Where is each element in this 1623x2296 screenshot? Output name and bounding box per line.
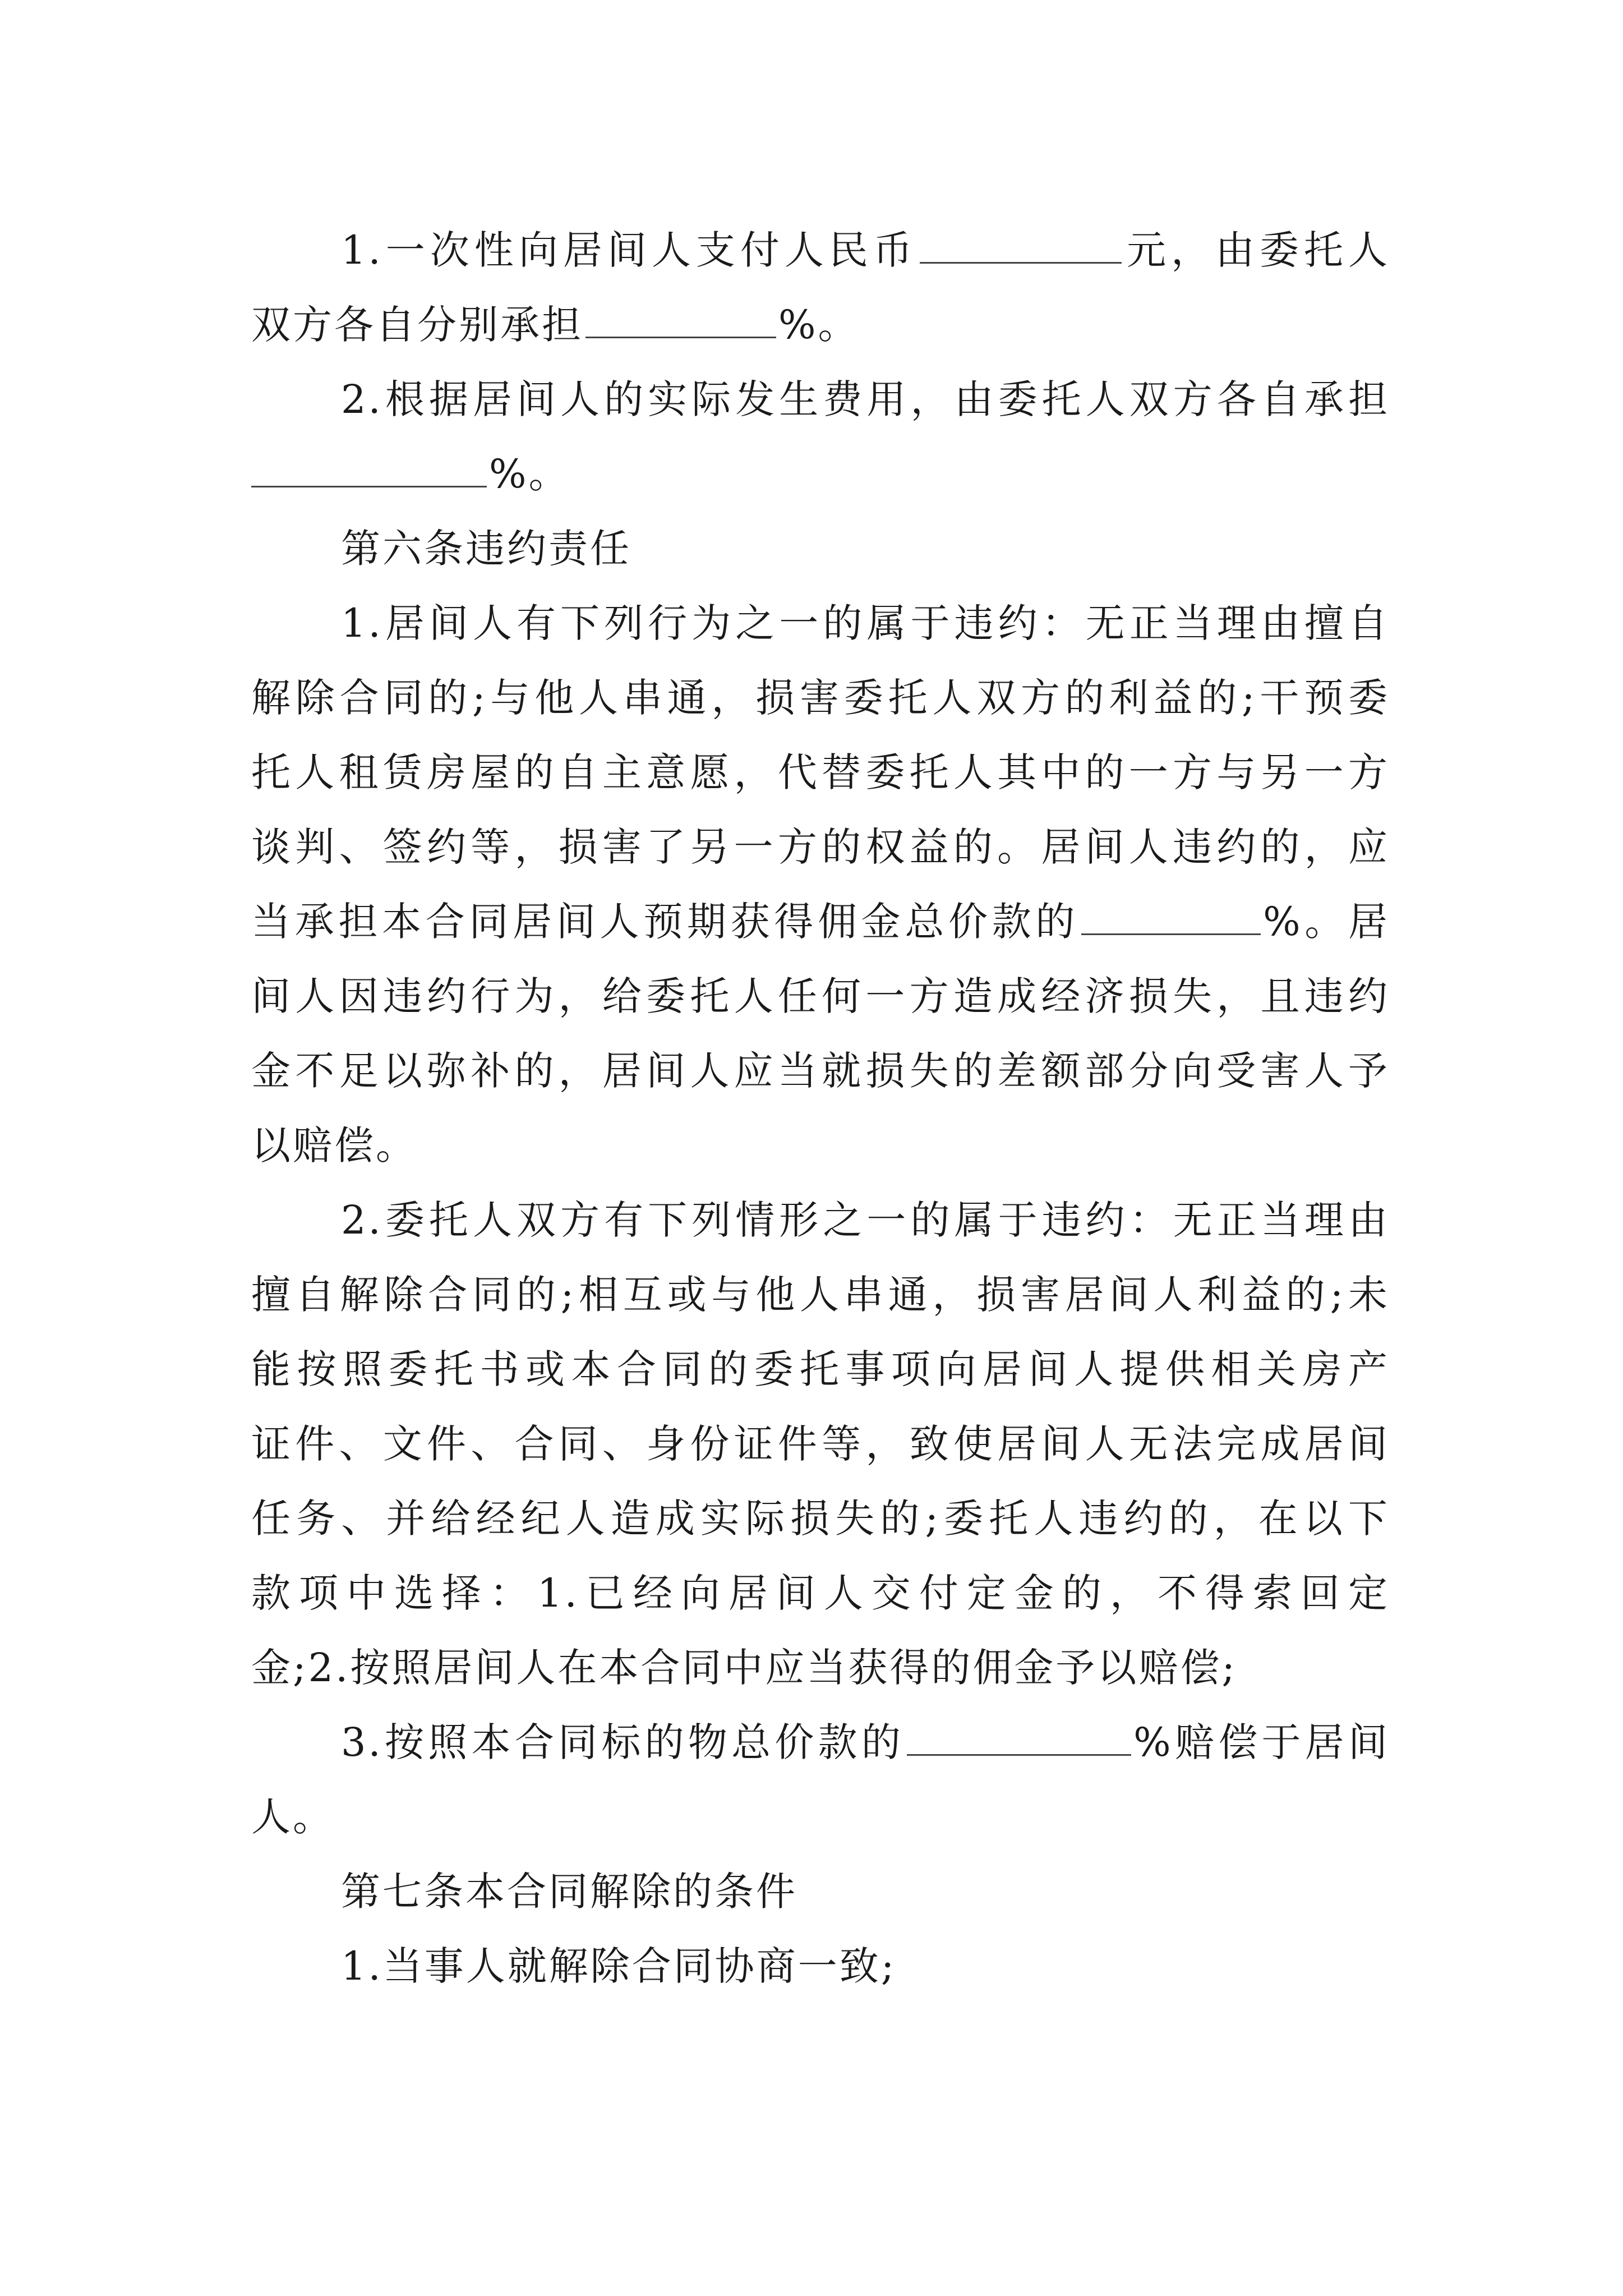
- text-span: %赔偿于居间: [1133, 1719, 1390, 1765]
- article-6-item-1-line: 金不足以弥补的，居间人应当就损失的差额部分向受害人予: [251, 1048, 1390, 1094]
- article-6-item-2-line: 擅自解除合同的;相互或与他人串通，损害居间人利益的;未: [251, 1272, 1390, 1318]
- fee-item-2-line-2: [251, 437, 1390, 512]
- article-7-item-1: 1.当事人就解除合同协商一致;: [341, 1943, 897, 1989]
- article-6-item-2-line: 证件、文件、合同、身份证件等，致使居间人无法完成居间: [251, 1421, 1390, 1467]
- article-6-item-1-line: 托人租赁房屋的自主意愿，代替委托人其中的一方与另一方: [251, 749, 1390, 795]
- text-span: 元，由委托人: [1123, 227, 1390, 273]
- article-6-item-1-line: 解除合同的;与他人串通，损害委托人双方的利益的;干预委: [251, 675, 1390, 721]
- article-6-item-3-line-1: [251, 1705, 1390, 1780]
- fee-item-1-line-1: [251, 213, 1390, 288]
- text-span: %。: [489, 451, 570, 497]
- text-span: 当承担本合同居间人预期获得佣金总价款的: [251, 899, 1080, 945]
- fee-item-1-line-2: [251, 288, 1390, 362]
- article-6-item-1-line: 1.居间人有下列行为之一的属于违约：无正当理由擅自: [341, 600, 1390, 646]
- article-6-heading: 第六条违约责任: [341, 526, 631, 572]
- article-6-item-1-line: 间人因违约行为，给委托人任何一方造成经济损失，且违约: [251, 973, 1390, 1019]
- blank-percent: [251, 449, 487, 487]
- article-6-item-2-line: 能按照委托书或本合同的委托事项向居间人提供相关房产: [251, 1346, 1390, 1392]
- article-6-item-2-line: 款项中选择：1.已经向居间人交付定金的，不得索回定: [251, 1570, 1390, 1616]
- article-7-heading: 第七条本合同解除的条件: [341, 1869, 797, 1915]
- article-6-item-1-line: [251, 885, 1390, 959]
- text-span: 1.一次性向居间人支付人民币: [341, 227, 917, 273]
- article-6-item-2-line: 2.委托人双方有下列情形之一的属于违约：无正当理由: [341, 1197, 1390, 1243]
- text-span: %。: [778, 302, 860, 348]
- article-6-item-1-line: 谈判、签约等，损害了另一方的权益的。居间人违约的，应: [251, 824, 1390, 870]
- article-6-item-2-line: 任务、并给经纪人造成实际损失的;委托人违约的，在以下: [251, 1496, 1390, 1542]
- blank-percent: [1081, 896, 1261, 935]
- blank-percent: [907, 1717, 1131, 1756]
- text-span: 双方各自分别承担: [251, 302, 583, 348]
- article-6-item-3-line-2: 人。: [251, 1794, 334, 1840]
- fee-item-2-line-1: 2.根据居间人的实际发生费用，由委托人双方各自承担: [341, 376, 1390, 422]
- text-span: %。居: [1263, 899, 1390, 945]
- blank-amount: [920, 225, 1122, 264]
- document-page: [251, 213, 1390, 2004]
- text-span: 3.按照本合同标的物总价款的: [341, 1719, 905, 1765]
- blank-percent: [585, 300, 776, 338]
- article-6-item-1-line: 以赔偿。: [251, 1122, 417, 1168]
- article-6-item-2-line: 金;2.按照居间人在本合同中应当获得的佣金予以赔偿;: [251, 1645, 1237, 1691]
